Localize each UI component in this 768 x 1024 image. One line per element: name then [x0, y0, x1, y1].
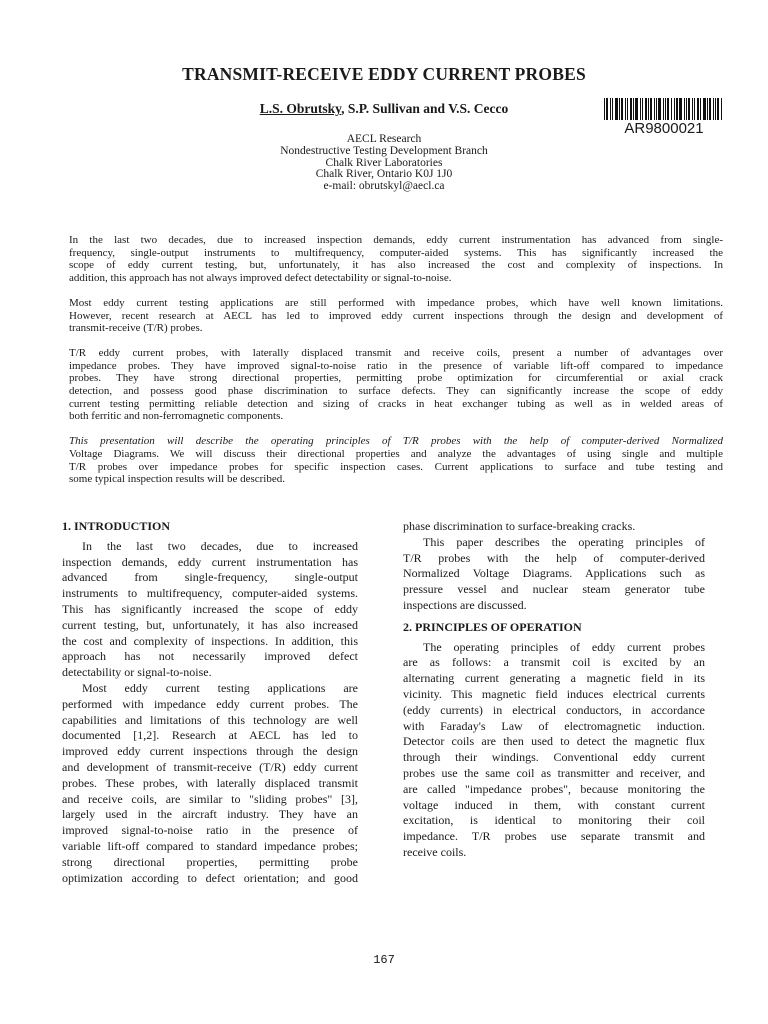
barcode-bar	[692, 98, 693, 120]
barcode-bar	[635, 98, 638, 120]
text-line: Detector coils are then used to detect the magnetic flux	[403, 734, 705, 749]
text-line: Most eddy current testing applications are	[82, 680, 358, 695]
page-number-block	[0, 953, 768, 967]
text-line: phase discrimination to surface-breaking cracks.	[403, 519, 636, 533]
section-heading: 1. INTRODUCTION	[62, 519, 171, 533]
barcode-bar	[684, 98, 685, 120]
right-column	[403, 519, 705, 861]
barcode-bar	[645, 98, 647, 120]
barcode-bar	[642, 98, 643, 120]
barcode-bar	[630, 98, 632, 120]
text-line: instruments to multifrequency, computer-aided systems.	[62, 586, 358, 601]
report-number: AR9800021	[624, 120, 704, 137]
text-line: pressure vessel and nuclear steam generator tube	[403, 582, 705, 597]
text-line: vicinity. This magnetic field induces electrical currents	[403, 686, 705, 701]
text-line: alternating current generating a magnetic field in its	[403, 671, 705, 686]
text-line: current testing, but, unfortunately, it has also increased	[62, 617, 358, 632]
text-line: current testing permitting reliable detection and sizing of cracks in heat exchanger tubing as well as in welded areas of	[69, 397, 723, 410]
page-number: 167	[373, 953, 395, 967]
text-line: approach has not necessarily improved defect	[62, 649, 358, 664]
text-line: variable lift-off compared to standard impedance probes;	[62, 838, 358, 853]
text-line: excitation, is identical to monitoring their coil	[403, 813, 705, 828]
barcode-bar	[604, 98, 605, 120]
abstract-paragraph	[69, 297, 723, 335]
barcode-bar	[674, 98, 675, 120]
text-line: through their windings. Conventional eddy current	[403, 750, 705, 765]
text-line: some typical inspection results will be described.	[69, 473, 285, 486]
affiliation-block	[0, 134, 768, 193]
barcode-bar	[654, 98, 655, 120]
text-line: Voltage Diagrams. We will discuss their directional properties and analyze the advantages of using single and multiple	[69, 447, 723, 460]
affiliation-line: Chalk River Laboratories	[325, 156, 443, 169]
affiliation-line: AECL Research	[346, 133, 422, 145]
barcode-bar	[610, 98, 611, 120]
text-line: This has significantly increased the scope of eddy	[62, 601, 358, 616]
text-line: and development of transmit-receive (T/R) eddy current	[62, 759, 358, 774]
text-line: Normalized Voltage Diagrams. Applications such as	[403, 566, 705, 581]
barcode-bar	[621, 98, 623, 120]
barcode-bar	[676, 98, 678, 120]
text-line: optimization according to defect orientation; and good	[62, 870, 358, 885]
barcode-bar	[671, 98, 672, 120]
text-line: Most eddy current testing applications are still performed with impedance probes, which have well known limitations.	[69, 296, 723, 309]
text-line: and receive coils, are similar to "sliding probes" [3],	[62, 791, 358, 806]
author-list	[260, 101, 508, 117]
text-line: However, recent research at AECL has led to improved eddy current inspections through the design and development of	[69, 309, 723, 322]
text-line: receive coils.	[403, 844, 467, 859]
text-line: detectability or signal-to-noise.	[62, 665, 212, 680]
barcode-bar	[667, 98, 669, 120]
text-line: improved signal-to-noise ratio in the presence of	[62, 823, 358, 838]
barcode-bar	[700, 98, 701, 120]
barcode-bar	[717, 98, 719, 120]
barcode-bar	[697, 98, 699, 120]
barcode-bar	[709, 98, 711, 120]
abstract-paragraph	[69, 347, 723, 423]
text-line: This paper describes the operating principles of	[423, 534, 705, 549]
barcode-image	[604, 98, 724, 120]
text-line: performed with impedance eddy current probes. The	[62, 696, 358, 711]
section-heading: 2. PRINCIPLES OF OPERATION	[403, 619, 582, 634]
text-line: frequency, single-output instruments to multifrequency, computer-aided systems. This has significantly increased the	[69, 246, 723, 259]
text-line: voltage induced in them, with constant current	[403, 797, 705, 812]
text-line: In the last two decades, due to increased inspection demands, eddy current instrumentation has advanced from single-	[69, 234, 723, 246]
barcode-bar	[627, 98, 628, 120]
text-line: impedance probes. They have improved signal-to-noise ratio in the presence of variable lift-off compared to impedance	[69, 359, 723, 372]
barcode-bar	[612, 98, 613, 120]
text-line: with Faraday's Law of electromagnetic induction.	[403, 718, 705, 733]
text-line: largely used in the aircraft industry. They have an	[62, 807, 358, 822]
co-authors: , S.P. Sullivan and V.S. Cecco	[341, 101, 509, 116]
text-line: T/R eddy current probes, with laterally displaced transmit and receive coils, present a number of advantages over	[69, 346, 723, 359]
title-block	[0, 64, 768, 85]
text-line: T/R probes with the help of computer-derived	[403, 550, 705, 565]
text-line: T/R probes over impedance probes for specific inspection cases. Current applications to surface and tube testing and	[69, 460, 723, 473]
abstract-paragraph	[69, 234, 723, 285]
paper-title: TRANSMIT-RECEIVE EDDY CURRENT PROBES	[182, 64, 586, 84]
text-line: transmit-receive (T/R) probes.	[69, 322, 203, 335]
barcode-bar	[703, 98, 706, 120]
barcode-bar	[694, 98, 695, 120]
text-line: both ferritic and non-ferromagnetic components.	[69, 410, 284, 423]
text-line: are as follows: a transmit coil is excited by an	[403, 655, 705, 670]
barcode-bar	[656, 98, 657, 120]
abstract-paragraph	[69, 435, 723, 486]
text-line: inspections are discussed.	[403, 597, 527, 612]
text-line: strong directional properties, permitting probe	[62, 854, 358, 869]
text-line: the cost and complexity of inspections. In addition, this	[62, 633, 358, 648]
barcode-bar	[640, 98, 641, 120]
barcode-bar	[606, 98, 608, 120]
barcode-bar	[658, 98, 661, 120]
barcode-bar	[663, 98, 664, 120]
affiliation-line: Chalk River, Ontario K0J 1J0	[315, 168, 453, 181]
barcode-bar	[713, 98, 714, 120]
barcode-bar	[648, 98, 649, 120]
affiliation-line: e-mail: obrutskyl@aecl.ca	[323, 180, 445, 193]
barcode-bar	[721, 98, 722, 120]
barcode-bar	[619, 98, 620, 120]
barcode-bar	[686, 98, 687, 120]
affiliation-line: Nondestructive Testing Development Branch	[280, 144, 488, 157]
barcode-bar	[665, 98, 666, 120]
text-line: inspection demands, eddy current instrumentation has	[62, 554, 358, 569]
barcode-bar	[615, 98, 618, 120]
text-line: This presentation will describe the operating principles of T/R probes with the help of computer-derived Normalized	[69, 435, 723, 448]
text-line: In the last two decades, due to increased	[82, 538, 358, 553]
barcode-bar	[650, 98, 652, 120]
left-column	[62, 519, 358, 886]
text-line: improved eddy current inspections through the design	[62, 744, 358, 759]
barcode-bar	[715, 98, 716, 120]
abstract	[69, 234, 723, 498]
text-line: scope of eddy current testing, but, unfortunately, it has also increased the cost and complexity of inspections. In	[69, 259, 723, 272]
barcode-bar	[707, 98, 708, 120]
text-line: probes. They have strong directional properties, permitting probe optimization for circumferential or axial crack	[69, 372, 723, 385]
barcode-bar	[633, 98, 634, 120]
barcode-bar	[625, 98, 626, 120]
barcode-bar	[679, 98, 682, 120]
lead-author: L.S. Obrutsky	[259, 101, 342, 116]
text-line: are called "impedance probes", because monitoring the	[403, 781, 705, 796]
text-line: advanced from single-frequency, single-output	[62, 570, 358, 585]
text-line: The operating principles of eddy current probes	[423, 639, 705, 654]
text-line: probes. These probes, with laterally displaced transmit	[62, 775, 358, 790]
text-line: capabilities and limitations of this technology are well	[62, 712, 358, 727]
barcode-bar	[688, 98, 690, 120]
text-line: impedance. T/R probes use separate transmit and	[403, 829, 705, 844]
text-line: probes use the same coil as transmitter and receiver, and	[403, 765, 705, 780]
text-line: documented [1,2]. Research at AECL has led to	[62, 728, 358, 743]
text-line: addition, this approach has not always improved defect detectability or signal-to-noise.	[69, 272, 452, 285]
text-line: (eddy currents) in electrical conductors, in accordance	[403, 702, 705, 717]
text-line: detection, and possess good phase discrimination to surface defects. They can significantly increase the scope of eddy	[69, 385, 723, 398]
